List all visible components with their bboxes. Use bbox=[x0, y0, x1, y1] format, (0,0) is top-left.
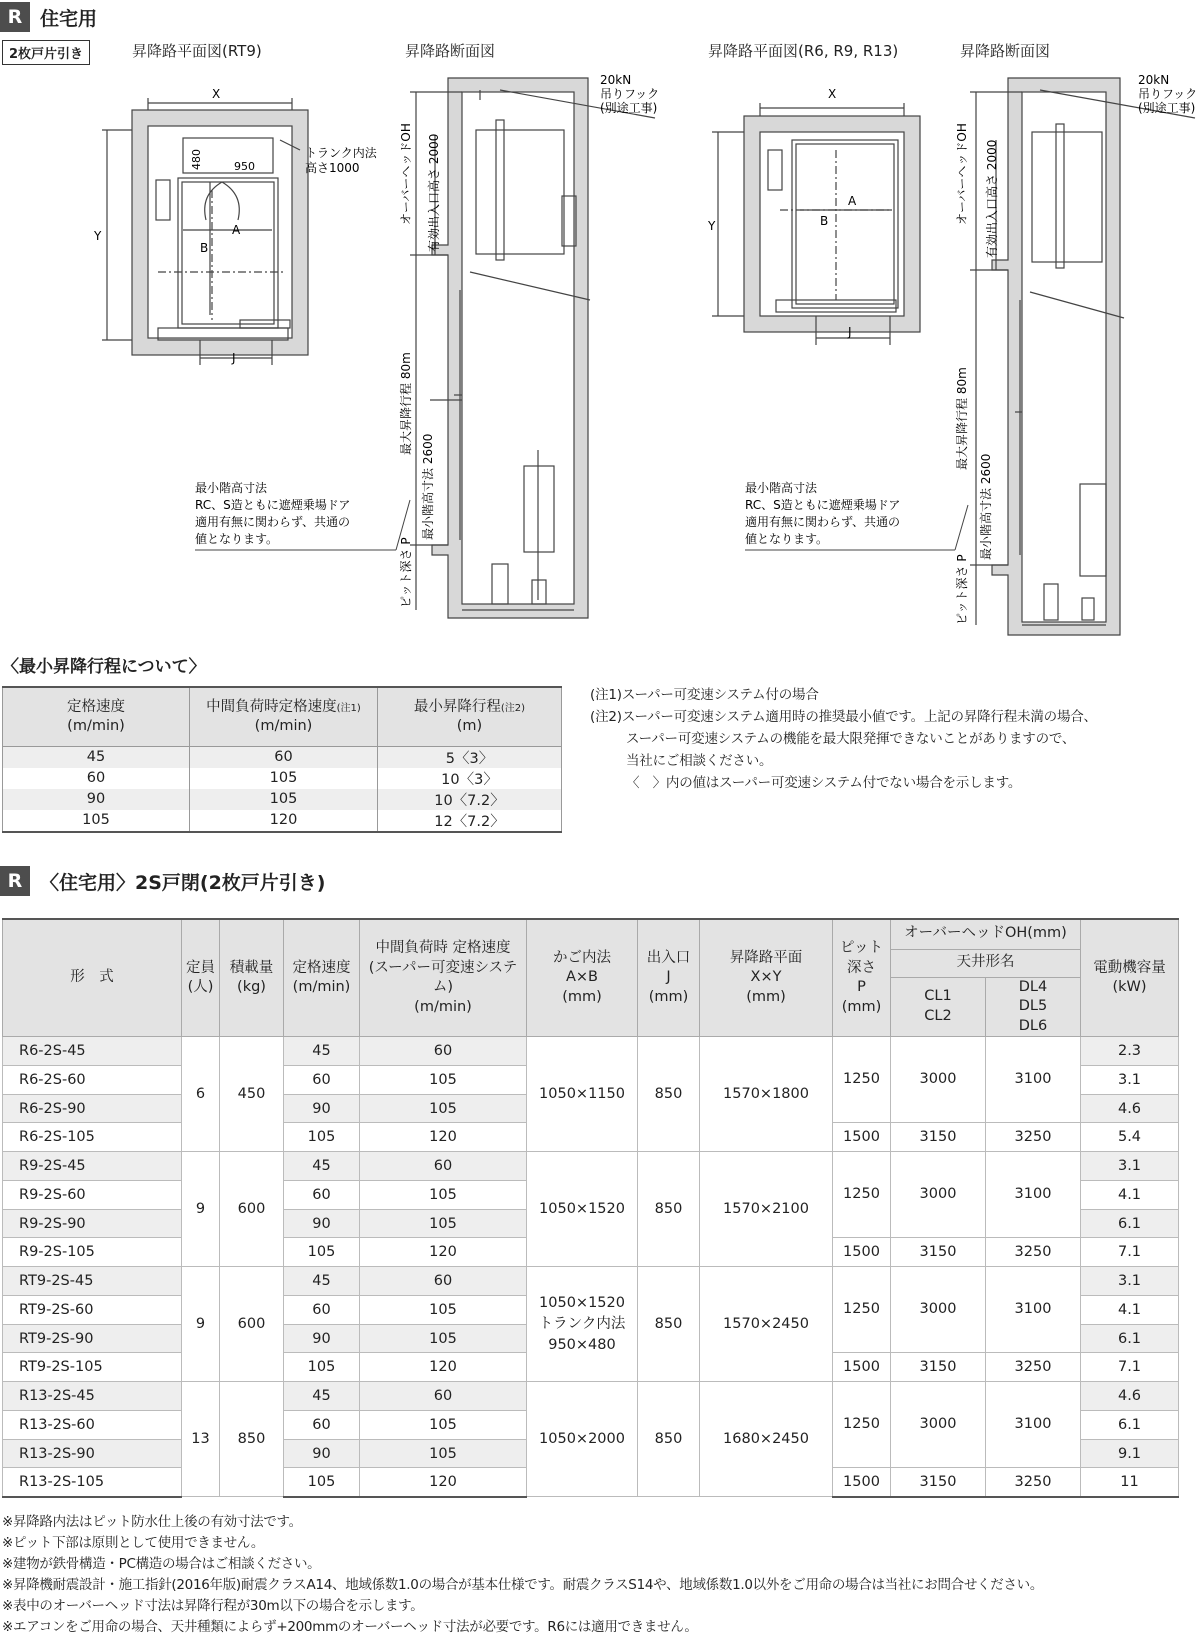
left-min-floor-label: 最小階高寸法 2600 bbox=[421, 433, 435, 540]
mid-speed-cell: 105 bbox=[360, 1295, 527, 1324]
model-cell: R6-2S-60 bbox=[3, 1065, 182, 1094]
motor-cell: 2.3 bbox=[1081, 1037, 1179, 1066]
pit-cell: 1500 bbox=[833, 1238, 891, 1267]
pit-cell: 1250 bbox=[833, 1382, 891, 1468]
speed-cell: 90 bbox=[284, 1209, 360, 1238]
oh-cl-cell: 3150 bbox=[891, 1468, 986, 1497]
speed-cell: 60 bbox=[284, 1180, 360, 1209]
note-2-cont2: 当社にご相談ください。 bbox=[626, 753, 773, 769]
motor-cell: 4.1 bbox=[1081, 1180, 1179, 1209]
mid-speed-cell: 120 bbox=[360, 1353, 527, 1382]
header-ceiling: 天井形名 bbox=[891, 949, 1081, 977]
left-section-drawing bbox=[410, 78, 658, 618]
header-overhead: オーバーヘッドOH(mm) bbox=[891, 919, 1081, 949]
motor-cell: 5.4 bbox=[1081, 1123, 1179, 1152]
pit-cell: 1250 bbox=[833, 1152, 891, 1238]
header-car: かご内法 A×B (mm) bbox=[527, 919, 638, 1037]
right-hook-note-1: 20kN bbox=[1138, 73, 1170, 87]
spec-row bbox=[3, 1152, 1179, 1181]
right-floor-note-4: 値となります。 bbox=[745, 532, 829, 546]
oh-dl-cell: 3100 bbox=[986, 1152, 1081, 1238]
hoistway-cell: 1680×2450 bbox=[700, 1382, 833, 1497]
left-dim-x: X bbox=[212, 87, 221, 101]
motor-cell: 4.1 bbox=[1081, 1295, 1179, 1324]
header-mid-speed: 中間負荷時 定格速度 (スーパー可変速システム) (m/min) bbox=[360, 919, 527, 1037]
left-dim-j: J bbox=[232, 351, 236, 365]
load-cell: 450 bbox=[220, 1037, 284, 1152]
speed-cell: 45 bbox=[284, 1152, 360, 1181]
left-hook-note-2: 吊りフック bbox=[600, 87, 660, 101]
mid-speed-cell: 60 bbox=[360, 1152, 527, 1181]
right-floor-note-3: 適用有無に関わらず、共通の bbox=[745, 515, 901, 529]
header-pit: ピット 深さ P (mm) bbox=[833, 919, 891, 1037]
model-cell: R13-2S-90 bbox=[3, 1439, 182, 1468]
right-dim-b: B bbox=[820, 214, 829, 228]
entrance-cell: 850 bbox=[638, 1382, 700, 1497]
motor-cell: 11 bbox=[1081, 1468, 1179, 1497]
speed-cell: 105 bbox=[284, 1353, 360, 1382]
left-pit-label: ピット深さ P bbox=[399, 537, 413, 608]
spec-table bbox=[2, 918, 1179, 1498]
motor-cell: 7.1 bbox=[1081, 1353, 1179, 1382]
speed-cell: 45 bbox=[284, 1037, 360, 1066]
speed-cell: 45 bbox=[284, 1382, 360, 1411]
min-travel-cell: 120 bbox=[190, 810, 378, 832]
note-3: 〈 〉内の値はスーパー可変速システム付でない場合を示します。 bbox=[626, 775, 1022, 791]
mid-speed-cell: 120 bbox=[360, 1238, 527, 1267]
model-cell: R13-2S-105 bbox=[3, 1468, 182, 1497]
right-hook-note-2: 吊りフック bbox=[1138, 87, 1198, 101]
left-dim-a: A bbox=[232, 223, 241, 237]
right-overhead-label: オーバーヘッドOH bbox=[955, 123, 969, 225]
capacity-cell: 9 bbox=[182, 1152, 220, 1267]
min-travel-notes bbox=[590, 684, 1097, 794]
motor-cell: 4.6 bbox=[1081, 1382, 1179, 1411]
left-dim-y: Y bbox=[94, 229, 102, 243]
speed-cell: 45 bbox=[284, 1267, 360, 1296]
car-line: 1050×1520 bbox=[539, 1200, 625, 1217]
min-travel-cell: 5〈3〉 bbox=[378, 746, 562, 768]
min-travel-cell: 45 bbox=[3, 746, 190, 768]
motor-cell: 3.1 bbox=[1081, 1065, 1179, 1094]
min-travel-row bbox=[3, 810, 562, 832]
right-section-title: 昇降路断面図 bbox=[960, 42, 1051, 60]
right-dim-j: J bbox=[848, 325, 852, 339]
hoistway-cell: 1570×1800 bbox=[700, 1037, 833, 1152]
oh-cl-cell: 3150 bbox=[891, 1238, 986, 1267]
right-dim-x: X bbox=[828, 87, 837, 101]
motor-cell: 7.1 bbox=[1081, 1238, 1179, 1267]
min-travel-row bbox=[3, 746, 562, 768]
speed-cell: 105 bbox=[284, 1123, 360, 1152]
footnotes bbox=[2, 1512, 1043, 1638]
left-max-travel-label: 最大昇降行程 80m bbox=[399, 352, 413, 455]
right-floor-note-1: 最小階高寸法 bbox=[745, 481, 818, 495]
header-capacity: 定員 (人) bbox=[182, 919, 220, 1037]
load-cell: 600 bbox=[220, 1152, 284, 1267]
min-travel-cell: 12〈7.2〉 bbox=[378, 810, 562, 832]
pit-cell: 1250 bbox=[833, 1037, 891, 1123]
mid-speed-cell: 60 bbox=[360, 1267, 527, 1296]
door-type-tag: 2枚戸片引き bbox=[2, 40, 90, 65]
oh-dl-cell: 3250 bbox=[986, 1468, 1081, 1497]
speed-cell: 105 bbox=[284, 1468, 360, 1497]
spec-row bbox=[3, 1037, 1179, 1066]
oh-dl-cell: 3100 bbox=[986, 1037, 1081, 1123]
model-cell: R9-2S-60 bbox=[3, 1180, 182, 1209]
min-travel-row bbox=[3, 768, 562, 789]
left-overhead-label: オーバーヘッドOH bbox=[399, 123, 413, 225]
footnote-1: ※昇降路内法はピット防水仕上後の有効寸法です。 bbox=[2, 1514, 302, 1530]
pit-cell: 1250 bbox=[833, 1267, 891, 1353]
trunk-note-line1: トランク内法 bbox=[305, 146, 377, 160]
speed-cell: 90 bbox=[284, 1324, 360, 1353]
mid-speed-cell: 105 bbox=[360, 1094, 527, 1123]
mid-speed-cell: 105 bbox=[360, 1180, 527, 1209]
left-plan-drawing bbox=[102, 98, 308, 365]
right-plan-drawing bbox=[712, 103, 920, 345]
left-dim-480: 480 bbox=[190, 149, 203, 170]
right-section-drawing bbox=[970, 78, 1198, 635]
min-travel-cell: 60 bbox=[190, 746, 378, 768]
oh-cl-cell: 3150 bbox=[891, 1123, 986, 1152]
oh-dl-cell: 3100 bbox=[986, 1382, 1081, 1468]
header-motor: 電動機容量 (kW) bbox=[1081, 919, 1179, 1037]
oh-dl-cell: 3250 bbox=[986, 1353, 1081, 1382]
car-cell bbox=[527, 1037, 638, 1152]
mid-speed-cell: 105 bbox=[360, 1324, 527, 1353]
min-travel-cell: 105 bbox=[190, 789, 378, 810]
min-travel-cell: 90 bbox=[3, 789, 190, 810]
oh-cl-cell: 3000 bbox=[891, 1152, 986, 1238]
speed-cell: 60 bbox=[284, 1295, 360, 1324]
footnote-4: ※昇降機耐震設計・施工指針(2016年版)耐震クラスA14、地域係数1.0の場合が基本仕様です。耐震クラスS14や、地域係数1.0以外をご用命の場合は当社にお問合せください。 bbox=[2, 1577, 1044, 1593]
speed-cell: 90 bbox=[284, 1439, 360, 1468]
mid-speed-cell: 120 bbox=[360, 1123, 527, 1152]
footnote-3: ※建物が鉄骨構造・PC構造の場合はご相談ください。 bbox=[2, 1556, 321, 1572]
min-travel-header-travel: 最小昇降行程(注2) (m) bbox=[378, 687, 562, 746]
motor-cell: 6.1 bbox=[1081, 1324, 1179, 1353]
mid-speed-cell: 105 bbox=[360, 1410, 527, 1439]
model-cell: RT9-2S-105 bbox=[3, 1353, 182, 1382]
mid-speed-cell: 120 bbox=[360, 1468, 527, 1497]
left-floor-note-1: 最小階高寸法 bbox=[195, 481, 268, 495]
section-title: 〈住宅用〉2S戸閉(2枚戸片引き) bbox=[40, 871, 326, 894]
header-entrance: 出入口 J (mm) bbox=[638, 919, 700, 1037]
model-cell: R6-2S-90 bbox=[3, 1094, 182, 1123]
car-line: 950×480 bbox=[548, 1336, 616, 1353]
oh-cl-cell: 3000 bbox=[891, 1037, 986, 1123]
header-dl: DL4 DL5 DL6 bbox=[986, 977, 1081, 1037]
hoistway-cell: 1570×2100 bbox=[700, 1152, 833, 1267]
section-badge: R bbox=[0, 866, 30, 896]
oh-dl-cell: 3250 bbox=[986, 1238, 1081, 1267]
speed-cell: 105 bbox=[284, 1238, 360, 1267]
speed-cell: 60 bbox=[284, 1410, 360, 1439]
model-cell: R9-2S-90 bbox=[3, 1209, 182, 1238]
motor-cell: 9.1 bbox=[1081, 1439, 1179, 1468]
note-2-cont: スーパー可変速システムの機能を最大限発揮できないことがありますので、 bbox=[626, 731, 1076, 747]
entrance-cell: 850 bbox=[638, 1152, 700, 1267]
load-cell: 600 bbox=[220, 1267, 284, 1382]
pit-cell: 1500 bbox=[833, 1123, 891, 1152]
mid-speed-cell: 105 bbox=[360, 1209, 527, 1238]
right-floor-note-2: RC、S造ともに遮煙乗場ドア bbox=[745, 498, 901, 512]
right-plan-title: 昇降路平面図(R6, R9, R13) bbox=[708, 42, 899, 60]
motor-cell: 3.1 bbox=[1081, 1267, 1179, 1296]
car-cell bbox=[527, 1382, 638, 1497]
min-travel-row bbox=[3, 789, 562, 810]
mid-speed-cell: 105 bbox=[360, 1439, 527, 1468]
left-entrance-label: 有効出入口高さ 2000 bbox=[427, 133, 441, 252]
min-travel-cell: 60 bbox=[3, 768, 190, 789]
oh-dl-cell: 3100 bbox=[986, 1267, 1081, 1353]
left-floor-note-4: 値となります。 bbox=[195, 532, 279, 546]
left-hook-note-3: (別途工事) bbox=[600, 101, 658, 115]
spec-row bbox=[3, 1382, 1179, 1411]
right-min-floor-label: 最小階高寸法 2600 bbox=[979, 453, 993, 560]
header-load: 積載量 (kg) bbox=[220, 919, 284, 1037]
car-line: 1050×1150 bbox=[539, 1085, 625, 1102]
model-cell: RT9-2S-45 bbox=[3, 1267, 182, 1296]
right-pit-label: ピット深さ P bbox=[955, 554, 969, 625]
min-travel-title: 〈最小昇降行程について〉 bbox=[2, 657, 206, 677]
hoistway-cell: 1570×2450 bbox=[700, 1267, 833, 1382]
section-badge: R bbox=[0, 2, 30, 32]
mid-speed-cell: 105 bbox=[360, 1065, 527, 1094]
load-cell: 850 bbox=[220, 1382, 284, 1497]
header-hoistway: 昇降路平面 X×Y (mm) bbox=[700, 919, 833, 1037]
motor-cell: 3.1 bbox=[1081, 1152, 1179, 1181]
pit-cell: 1500 bbox=[833, 1353, 891, 1382]
model-cell: RT9-2S-90 bbox=[3, 1324, 182, 1353]
right-max-travel-label: 最大昇降行程 80m bbox=[955, 367, 969, 470]
min-travel-table bbox=[2, 686, 562, 833]
entrance-cell: 850 bbox=[638, 1037, 700, 1152]
min-travel-cell: 105 bbox=[3, 810, 190, 832]
right-entrance-label: 有効出入口高さ 2000 bbox=[985, 139, 999, 258]
right-dim-a: A bbox=[848, 194, 857, 208]
capacity-cell: 9 bbox=[182, 1267, 220, 1382]
oh-cl-cell: 3000 bbox=[891, 1267, 986, 1353]
footnote-5: ※表中のオーバーヘッド寸法は昇降行程が30m以下の場合を示します。 bbox=[2, 1598, 424, 1614]
min-travel-header-speed: 定格速度 (m/min) bbox=[3, 687, 190, 746]
min-travel-cell: 105 bbox=[190, 768, 378, 789]
pit-cell: 1500 bbox=[833, 1468, 891, 1497]
car-line: 1050×1520 bbox=[539, 1294, 625, 1311]
motor-cell: 6.1 bbox=[1081, 1209, 1179, 1238]
right-hook-note-3: (別途工事) bbox=[1138, 101, 1196, 115]
left-dim-950: 950 bbox=[234, 160, 255, 173]
entrance-cell: 850 bbox=[638, 1267, 700, 1382]
model-cell: R6-2S-105 bbox=[3, 1123, 182, 1152]
motor-cell: 4.6 bbox=[1081, 1094, 1179, 1123]
car-cell bbox=[527, 1152, 638, 1267]
min-travel-header-mid: 中間負荷時定格速度(注1) (m/min) bbox=[190, 687, 378, 746]
left-floor-note-2: RC、S造ともに遮煙乗場ドア bbox=[195, 498, 351, 512]
oh-cl-cell: 3000 bbox=[891, 1382, 986, 1468]
capacity-cell: 6 bbox=[182, 1037, 220, 1152]
right-dim-y: Y bbox=[708, 219, 716, 233]
model-cell: R9-2S-105 bbox=[3, 1238, 182, 1267]
model-cell: R9-2S-45 bbox=[3, 1152, 182, 1181]
hoistway-diagrams bbox=[0, 0, 1200, 640]
section-header-spec bbox=[0, 866, 326, 896]
model-cell: R13-2S-60 bbox=[3, 1410, 182, 1439]
header-cl: CL1 CL2 bbox=[891, 977, 986, 1037]
car-cell bbox=[527, 1267, 638, 1382]
min-travel-cell: 10〈3〉 bbox=[378, 768, 562, 789]
header-speed: 定格速度 (m/min) bbox=[284, 919, 360, 1037]
min-travel-cell: 10〈7.2〉 bbox=[378, 789, 562, 810]
mid-speed-cell: 60 bbox=[360, 1037, 527, 1066]
left-dim-b: B bbox=[200, 241, 209, 255]
spec-row bbox=[3, 1267, 1179, 1296]
mid-speed-cell: 60 bbox=[360, 1382, 527, 1411]
footnote-6: ※エアコンをご用命の場合、天井種類によらず+200mmのオーバーヘッド寸法が必要です。R6には適用できません。 bbox=[2, 1619, 698, 1635]
footnote-2: ※ピット下部は原則として使用できません。 bbox=[2, 1535, 265, 1551]
model-cell: R13-2S-45 bbox=[3, 1382, 182, 1411]
model-cell: RT9-2S-60 bbox=[3, 1295, 182, 1324]
car-line: トランク内法 bbox=[538, 1315, 626, 1332]
left-hook-note-1: 20kN bbox=[600, 73, 632, 87]
left-section-title: 昇降路断面図 bbox=[405, 42, 496, 60]
speed-cell: 90 bbox=[284, 1094, 360, 1123]
speed-cell: 60 bbox=[284, 1065, 360, 1094]
car-line: 1050×2000 bbox=[539, 1430, 625, 1447]
left-plan-title: 昇降路平面図(RT9) bbox=[132, 42, 262, 60]
oh-dl-cell: 3250 bbox=[986, 1123, 1081, 1152]
motor-cell: 6.1 bbox=[1081, 1410, 1179, 1439]
capacity-cell: 13 bbox=[182, 1382, 220, 1497]
note-2: (注2)スーパー可変速システム適用時の推奨最小値です。上記の昇降行程未満の場合、 bbox=[590, 709, 1097, 725]
section-title: 住宅用 bbox=[40, 7, 98, 30]
model-cell: R6-2S-45 bbox=[3, 1037, 182, 1066]
trunk-note-line2: 高さ1000 bbox=[305, 161, 360, 175]
oh-cl-cell: 3150 bbox=[891, 1353, 986, 1382]
note-1: (注1)スーパー可変速システム付の場合 bbox=[590, 687, 819, 703]
left-floor-note-3: 適用有無に関わらず、共通の bbox=[195, 515, 351, 529]
header-model: 形 式 bbox=[3, 919, 182, 1037]
